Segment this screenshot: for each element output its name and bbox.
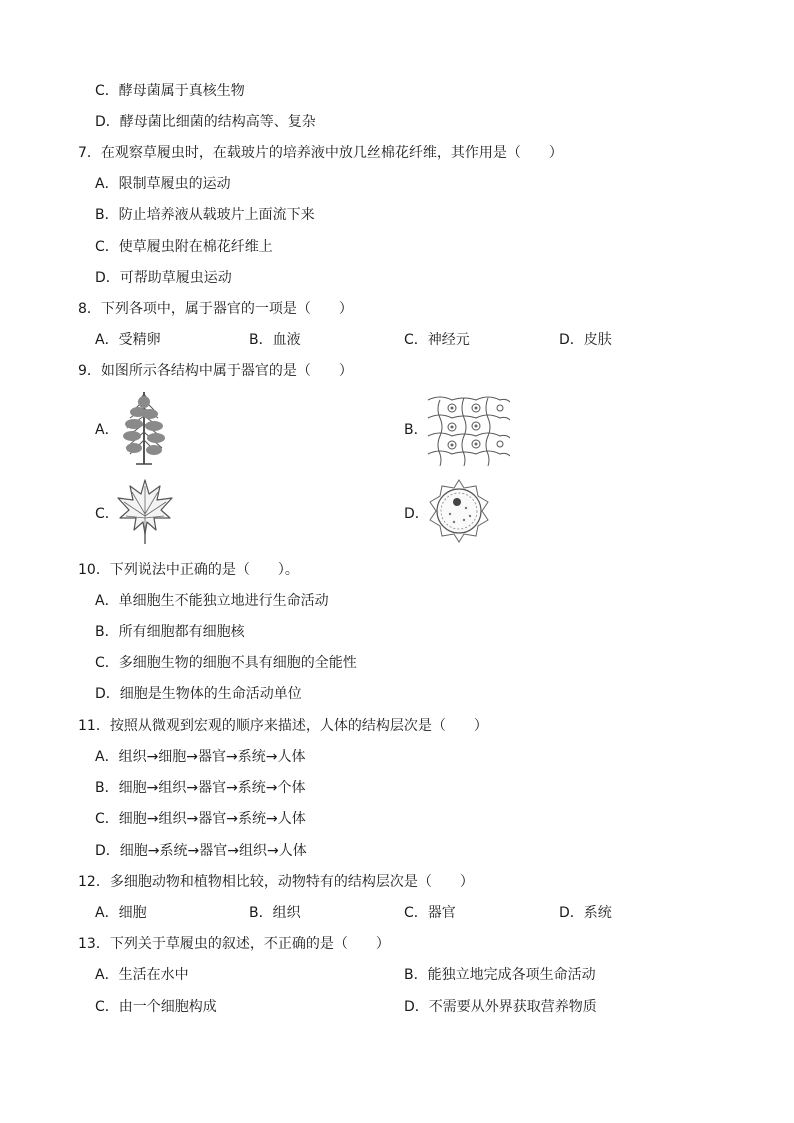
q13-option-b: B．能独立地完成各项生命活动 <box>404 967 596 983</box>
q7-option-b: B．防止培养液从载玻片上面流下来 <box>95 207 315 223</box>
q10-stem: 10．下列说法中正确的是（ ）。 <box>78 562 299 578</box>
q9-option-c-label: C． <box>95 506 119 522</box>
q13-option-a: A．生活在水中 <box>95 967 189 983</box>
q8-option-d: D．皮肤 <box>559 332 612 348</box>
q11-option-d: D．细胞→系统→器官→组织→人体 <box>95 843 307 859</box>
q11-option-c: C．细胞→组织→器官→系统→人体 <box>95 811 306 827</box>
q10-option-c: C．多细胞生物的细胞不具有细胞的全能性 <box>95 655 357 671</box>
q6-option-d: D．酵母菌比细菌的结构高等、复杂 <box>95 114 316 130</box>
q11-option-b: B．细胞→组织→器官→系统→个体 <box>95 780 306 796</box>
q12-option-b: B．组织 <box>249 905 301 921</box>
q12-option-a: A．细胞 <box>95 905 147 921</box>
tree-icon <box>118 388 170 466</box>
q7-stem: 7．在观察草履虫时，在载玻片的培养液中放几丝棉花纤维，其作用是（ ） <box>78 145 563 161</box>
q9-stem: 9．如图所示各结构中属于器官的是（ ） <box>78 363 353 379</box>
q12-option-d: D．系统 <box>559 905 612 921</box>
q13-option-d: D．不需要从外界获取营养物质 <box>404 999 597 1015</box>
q9-option-d-label: D． <box>404 506 429 522</box>
q7-option-c: C．使草履虫附在棉花纤维上 <box>95 239 273 255</box>
maple-leaf-icon <box>116 478 174 544</box>
q10-option-b: B．所有细胞都有细胞核 <box>95 624 245 640</box>
q9-option-a-label: A． <box>95 422 119 438</box>
q8-option-c: C．神经元 <box>404 332 470 348</box>
q13-option-c: C．由一个细胞构成 <box>95 999 217 1015</box>
tissue-cells-icon <box>426 394 510 466</box>
q6-option-c: C．酵母菌属于真核生物 <box>95 83 245 99</box>
q7-option-d: D．可帮助草履虫运动 <box>95 270 232 286</box>
q7-option-a: A．限制草履虫的运动 <box>95 176 231 192</box>
q11-stem: 11．按照从微观到宏观的顺序来描述，人体的结构层次是（ ） <box>78 718 488 734</box>
q9-option-b-label: B． <box>404 422 428 438</box>
q10-option-d: D．细胞是生物体的生命活动单位 <box>95 686 302 702</box>
q10-option-a: A．单细胞生不能独立地进行生命活动 <box>95 593 329 609</box>
single-cell-icon <box>426 478 492 544</box>
q13-stem: 13．下列关于草履虫的叙述，不正确的是（ ） <box>78 936 390 952</box>
q8-stem: 8．下列各项中，属于器官的一项是（ ） <box>78 301 353 317</box>
q11-option-a: A．组织→细胞→器官→系统→人体 <box>95 749 306 765</box>
q12-stem: 12．多细胞动物和植物相比较，动物特有的结构层次是（ ） <box>78 874 474 890</box>
q8-option-a: A．受精卵 <box>95 332 161 348</box>
q8-option-b: B．血液 <box>249 332 301 348</box>
q12-option-c: C．器官 <box>404 905 456 921</box>
